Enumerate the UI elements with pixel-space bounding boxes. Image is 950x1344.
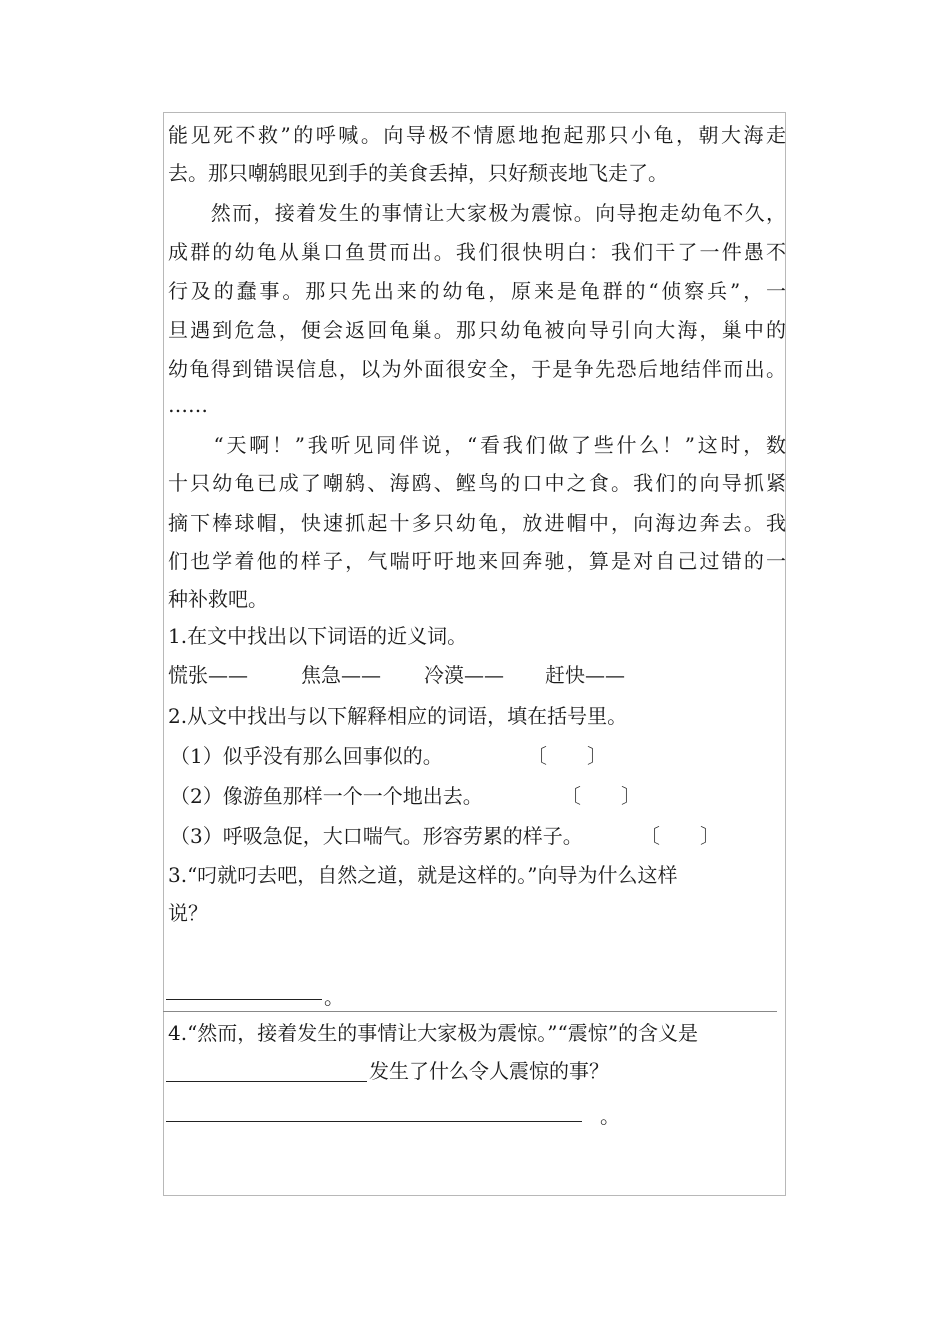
section-divider — [163, 1011, 777, 1012]
q3-end-mark: 。 — [324, 985, 344, 1009]
q3-line-1: 3.“叼就叼去吧，自然之道，就是这样的。”向导为什么这样 — [168, 863, 678, 887]
q2-item-2: （2）像游鱼那样一个一个地出去。 — [170, 784, 483, 808]
q4-end-mark: 。 — [600, 1104, 620, 1128]
q1-term-1: 慌张—— — [168, 663, 248, 687]
passage-line: “天啊！”我听见同伴说，“看我们做了些什么！”这时，数 — [168, 433, 786, 457]
q3-answer-blank[interactable] — [166, 999, 322, 1000]
q4-line-1: 4.“然而，接着发生的事情让大家极为震惊。”“震惊”的含义是 — [168, 1021, 698, 1045]
q4-line-2: 发生了什么令人震惊的事？ — [369, 1059, 609, 1083]
q2-answer-bracket-1[interactable]: 〔 〕 — [527, 744, 607, 768]
q2-answer-bracket-2[interactable]: 〔 〕 — [561, 784, 641, 808]
q3-line-2: 说？ — [168, 901, 208, 925]
q2-answer-bracket-3[interactable]: 〔 〕 — [640, 824, 720, 848]
passage-line: 去。那只嘲鸫眼见到手的美食丢掉，只好颓丧地飞走了。 — [168, 161, 668, 185]
passage-line: 摘下棒球帽，快速抓起十多只幼龟，放进帽中，向海边奔去。我 — [168, 511, 786, 535]
passage-line: 能见死不救”的呼喊。向导极不情愿地抱起那只小龟，朝大海走 — [168, 123, 786, 147]
passage-line: 们也学着他的样子，气喘吁吁地来回奔驰，算是对自己过错的一 — [168, 549, 786, 573]
q2-prompt: 2.从文中找出与以下解释相应的词语，填在括号里。 — [168, 704, 628, 728]
passage-line: 成群的幼龟从巢口鱼贯而出。我们很快明白：我们干了一件愚不 — [168, 240, 786, 264]
q2-item-1: （1）似乎没有那么回事似的。 — [170, 744, 443, 768]
passage-line: 旦遇到危急，便会返回龟巢。那只幼龟被向导引向大海，巢中的 — [168, 318, 786, 342]
q1-term-4: 赶快—— — [545, 663, 625, 687]
passage-line: …… — [168, 393, 208, 417]
q4-event-blank[interactable] — [166, 1121, 582, 1122]
q1-term-3: 冷漠—— — [424, 663, 504, 687]
passage-line: 幼龟得到错误信息，以为外面很安全，于是争先恐后地结伴而出。 — [168, 357, 786, 381]
q1-term-2: 焦急—— — [301, 663, 381, 687]
passage-line: 然而，接着发生的事情让大家极为震惊。向导抱走幼龟不久， — [168, 201, 786, 225]
passage-line: 十只幼龟已成了嘲鸫、海鸥、鲣鸟的口中之食。我们的向导抓紧 — [168, 471, 786, 495]
q2-item-3: （3）呼吸急促，大口喘气。形容劳累的样子。 — [170, 824, 583, 848]
passage-line: 种补救吧。 — [168, 587, 268, 611]
q1-prompt: 1.在文中找出以下词语的近义词。 — [168, 624, 468, 648]
passage-line: 行及的蠢事。那只先出来的幼龟，原来是龟群的“侦察兵”，一 — [168, 279, 786, 303]
q4-meaning-blank[interactable] — [166, 1081, 367, 1082]
